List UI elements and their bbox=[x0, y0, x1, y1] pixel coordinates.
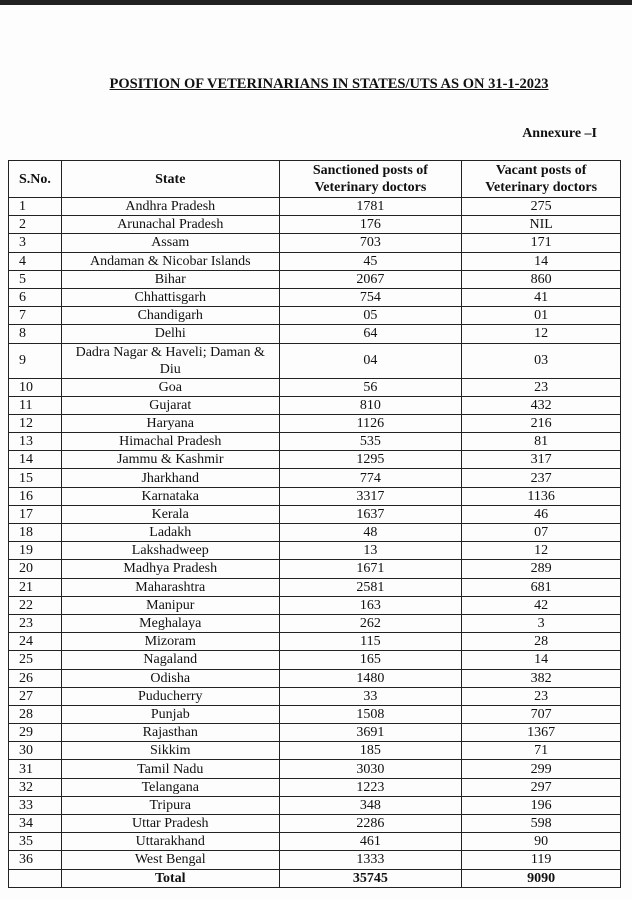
table-row bbox=[9, 687, 621, 705]
row-sanctioned: 45 bbox=[279, 252, 462, 270]
row-sno: 6 bbox=[9, 288, 62, 306]
table-row bbox=[9, 378, 621, 396]
row-sno: 27 bbox=[9, 687, 62, 705]
row-state: Tamil Nadu bbox=[61, 760, 279, 778]
row-sanctioned: 2067 bbox=[279, 270, 462, 288]
row-sno: 2 bbox=[9, 216, 62, 234]
row-state: Mizoram bbox=[61, 633, 279, 651]
row-sno: 28 bbox=[9, 705, 62, 723]
row-sno: 18 bbox=[9, 524, 62, 542]
row-sanctioned: 04 bbox=[279, 343, 462, 378]
row-sanctioned: 348 bbox=[279, 796, 462, 814]
row-sanctioned: 05 bbox=[279, 307, 462, 325]
header-sno: S.No. bbox=[9, 161, 62, 198]
row-state: Ladakh bbox=[61, 524, 279, 542]
row-state: Haryana bbox=[61, 414, 279, 432]
row-vacant: 1367 bbox=[462, 724, 621, 742]
table-row bbox=[9, 270, 621, 288]
top-edge-bar bbox=[0, 0, 632, 5]
row-vacant: 01 bbox=[462, 307, 621, 325]
row-sno: 3 bbox=[9, 234, 62, 252]
table-row bbox=[9, 851, 621, 869]
row-vacant: 07 bbox=[462, 524, 621, 542]
row-sno: 19 bbox=[9, 542, 62, 560]
row-sno: 30 bbox=[9, 742, 62, 760]
title-text: POSITION OF VETERINARIANS IN STATES/UTS AS ON 31-1-2023 bbox=[109, 76, 549, 92]
row-state: Kerala bbox=[61, 505, 279, 523]
row-vacant: 237 bbox=[462, 469, 621, 487]
row-vacant: 216 bbox=[462, 414, 621, 432]
row-sno: 25 bbox=[9, 651, 62, 669]
row-state: Dadra Nagar & Haveli; Daman & Diu bbox=[61, 343, 279, 378]
row-state: Andhra Pradesh bbox=[61, 198, 279, 216]
row-sno: 29 bbox=[9, 724, 62, 742]
row-vacant: 119 bbox=[462, 851, 621, 869]
row-state: Rajasthan bbox=[61, 724, 279, 742]
row-vacant: 42 bbox=[462, 596, 621, 614]
row-state: Maharashtra bbox=[61, 578, 279, 596]
row-sno: 13 bbox=[9, 433, 62, 451]
table-row bbox=[9, 705, 621, 723]
row-vacant: 681 bbox=[462, 578, 621, 596]
annexure-label: Annexure –I bbox=[522, 126, 597, 141]
row-state: Puducherry bbox=[61, 687, 279, 705]
row-sanctioned: 1781 bbox=[279, 198, 462, 216]
row-sanctioned: 1333 bbox=[279, 851, 462, 869]
row-state: Manipur bbox=[61, 596, 279, 614]
row-sno: 10 bbox=[9, 378, 62, 396]
row-vacant: 12 bbox=[462, 542, 621, 560]
table-row bbox=[9, 669, 621, 687]
row-sno: 11 bbox=[9, 396, 62, 414]
table-row bbox=[9, 433, 621, 451]
row-vacant: 71 bbox=[462, 742, 621, 760]
total-vacant: 9090 bbox=[462, 869, 621, 887]
table-row bbox=[9, 414, 621, 432]
row-sanctioned: 1637 bbox=[279, 505, 462, 523]
row-sanctioned: 535 bbox=[279, 433, 462, 451]
row-sno: 9 bbox=[9, 343, 62, 378]
table-row bbox=[9, 396, 621, 414]
veterinarians-table bbox=[8, 160, 621, 888]
row-state: Lakshadweep bbox=[61, 542, 279, 560]
row-vacant: 14 bbox=[462, 651, 621, 669]
total-row bbox=[9, 869, 621, 887]
row-sanctioned: 1126 bbox=[279, 414, 462, 432]
row-vacant: 46 bbox=[462, 505, 621, 523]
row-sno: 20 bbox=[9, 560, 62, 578]
row-sanctioned: 1508 bbox=[279, 705, 462, 723]
row-sanctioned: 810 bbox=[279, 396, 462, 414]
table-row bbox=[9, 451, 621, 469]
row-sanctioned: 461 bbox=[279, 833, 462, 851]
row-sanctioned: 774 bbox=[279, 469, 462, 487]
row-sno: 14 bbox=[9, 451, 62, 469]
row-sno: 34 bbox=[9, 815, 62, 833]
row-state: Arunachal Pradesh bbox=[61, 216, 279, 234]
row-sno: 36 bbox=[9, 851, 62, 869]
row-sanctioned: 2581 bbox=[279, 578, 462, 596]
row-vacant: 860 bbox=[462, 270, 621, 288]
row-vacant: 23 bbox=[462, 378, 621, 396]
row-state: Andaman & Nicobar Islands bbox=[61, 252, 279, 270]
row-state: Delhi bbox=[61, 325, 279, 343]
total-sanctioned: 35745 bbox=[279, 869, 462, 887]
row-state: West Bengal bbox=[61, 851, 279, 869]
table-row bbox=[9, 596, 621, 614]
row-sanctioned: 262 bbox=[279, 614, 462, 632]
row-state: Chhattisgarh bbox=[61, 288, 279, 306]
row-vacant: 317 bbox=[462, 451, 621, 469]
row-sanctioned: 1671 bbox=[279, 560, 462, 578]
row-state: Uttarakhand bbox=[61, 833, 279, 851]
row-state: Telangana bbox=[61, 778, 279, 796]
row-vacant: 3 bbox=[462, 614, 621, 632]
row-sno: 5 bbox=[9, 270, 62, 288]
table-row bbox=[9, 307, 621, 325]
row-state: Gujarat bbox=[61, 396, 279, 414]
row-sno: 24 bbox=[9, 633, 62, 651]
row-sanctioned: 703 bbox=[279, 234, 462, 252]
table-row bbox=[9, 560, 621, 578]
table-row bbox=[9, 469, 621, 487]
header-sanctioned: Sanctioned posts of Veterinary doctors bbox=[279, 161, 462, 198]
row-sno: 26 bbox=[9, 669, 62, 687]
row-vacant: 14 bbox=[462, 252, 621, 270]
row-vacant: 196 bbox=[462, 796, 621, 814]
row-sanctioned: 64 bbox=[279, 325, 462, 343]
row-state: Jharkhand bbox=[61, 469, 279, 487]
header-vacant: Vacant posts of Veterinary doctors bbox=[462, 161, 621, 198]
row-vacant: 297 bbox=[462, 778, 621, 796]
row-vacant: 382 bbox=[462, 669, 621, 687]
row-state: Uttar Pradesh bbox=[61, 815, 279, 833]
row-sno: 15 bbox=[9, 469, 62, 487]
row-sanctioned: 13 bbox=[279, 542, 462, 560]
row-sanctioned: 1223 bbox=[279, 778, 462, 796]
row-sanctioned: 56 bbox=[279, 378, 462, 396]
table-row bbox=[9, 343, 621, 378]
table-row bbox=[9, 796, 621, 814]
row-sanctioned: 33 bbox=[279, 687, 462, 705]
row-sno: 31 bbox=[9, 760, 62, 778]
row-sno: 21 bbox=[9, 578, 62, 596]
table-row bbox=[9, 542, 621, 560]
row-vacant: 1136 bbox=[462, 487, 621, 505]
table-row bbox=[9, 325, 621, 343]
row-vacant: NIL bbox=[462, 216, 621, 234]
row-state: Karnataka bbox=[61, 487, 279, 505]
row-vacant: 432 bbox=[462, 396, 621, 414]
row-vacant: 90 bbox=[462, 833, 621, 851]
row-sanctioned: 185 bbox=[279, 742, 462, 760]
table-row bbox=[9, 633, 621, 651]
total-sno-cell bbox=[9, 869, 62, 887]
row-sno: 35 bbox=[9, 833, 62, 851]
row-vacant: 23 bbox=[462, 687, 621, 705]
table-header-row bbox=[9, 161, 621, 198]
row-state: Madhya Pradesh bbox=[61, 560, 279, 578]
row-vacant: 289 bbox=[462, 560, 621, 578]
row-vacant: 12 bbox=[462, 325, 621, 343]
table-row bbox=[9, 487, 621, 505]
row-sno: 22 bbox=[9, 596, 62, 614]
row-sno: 12 bbox=[9, 414, 62, 432]
page-title bbox=[0, 76, 632, 93]
row-vacant: 28 bbox=[462, 633, 621, 651]
row-sanctioned: 176 bbox=[279, 216, 462, 234]
row-sanctioned: 48 bbox=[279, 524, 462, 542]
row-sanctioned: 2286 bbox=[279, 815, 462, 833]
row-state: Goa bbox=[61, 378, 279, 396]
row-sno: 16 bbox=[9, 487, 62, 505]
row-sanctioned: 115 bbox=[279, 633, 462, 651]
row-sanctioned: 754 bbox=[279, 288, 462, 306]
row-sno: 1 bbox=[9, 198, 62, 216]
row-sanctioned: 1295 bbox=[279, 451, 462, 469]
table-row bbox=[9, 651, 621, 669]
table-row bbox=[9, 252, 621, 270]
row-sno: 7 bbox=[9, 307, 62, 325]
row-vacant: 171 bbox=[462, 234, 621, 252]
table-row bbox=[9, 742, 621, 760]
table-row bbox=[9, 505, 621, 523]
row-sno: 23 bbox=[9, 614, 62, 632]
row-sanctioned: 3030 bbox=[279, 760, 462, 778]
row-state: Tripura bbox=[61, 796, 279, 814]
table-row bbox=[9, 833, 621, 851]
row-sanctioned: 165 bbox=[279, 651, 462, 669]
row-sanctioned: 1480 bbox=[279, 669, 462, 687]
row-sno: 33 bbox=[9, 796, 62, 814]
row-state: Chandigarh bbox=[61, 307, 279, 325]
row-sanctioned: 163 bbox=[279, 596, 462, 614]
row-vacant: 598 bbox=[462, 815, 621, 833]
row-state: Odisha bbox=[61, 669, 279, 687]
table-row bbox=[9, 724, 621, 742]
table-row bbox=[9, 234, 621, 252]
row-state: Nagaland bbox=[61, 651, 279, 669]
row-state: Himachal Pradesh bbox=[61, 433, 279, 451]
table-row bbox=[9, 614, 621, 632]
row-sanctioned: 3691 bbox=[279, 724, 462, 742]
row-vacant: 707 bbox=[462, 705, 621, 723]
table-row bbox=[9, 578, 621, 596]
row-vacant: 03 bbox=[462, 343, 621, 378]
row-vacant: 299 bbox=[462, 760, 621, 778]
total-label: Total bbox=[61, 869, 279, 887]
row-vacant: 81 bbox=[462, 433, 621, 451]
row-vacant: 41 bbox=[462, 288, 621, 306]
row-sanctioned: 3317 bbox=[279, 487, 462, 505]
table-row bbox=[9, 216, 621, 234]
row-state: Sikkim bbox=[61, 742, 279, 760]
row-vacant: 275 bbox=[462, 198, 621, 216]
header-state: State bbox=[61, 161, 279, 198]
row-state: Assam bbox=[61, 234, 279, 252]
row-state: Punjab bbox=[61, 705, 279, 723]
table-row bbox=[9, 524, 621, 542]
row-sno: 8 bbox=[9, 325, 62, 343]
table-row bbox=[9, 288, 621, 306]
row-sno: 4 bbox=[9, 252, 62, 270]
row-sno: 32 bbox=[9, 778, 62, 796]
row-sno: 17 bbox=[9, 505, 62, 523]
table-row bbox=[9, 198, 621, 216]
table-body bbox=[9, 198, 621, 870]
row-state: Jammu & Kashmir bbox=[61, 451, 279, 469]
table-row bbox=[9, 778, 621, 796]
row-state: Bihar bbox=[61, 270, 279, 288]
table-row bbox=[9, 815, 621, 833]
table-row bbox=[9, 760, 621, 778]
row-state: Meghalaya bbox=[61, 614, 279, 632]
